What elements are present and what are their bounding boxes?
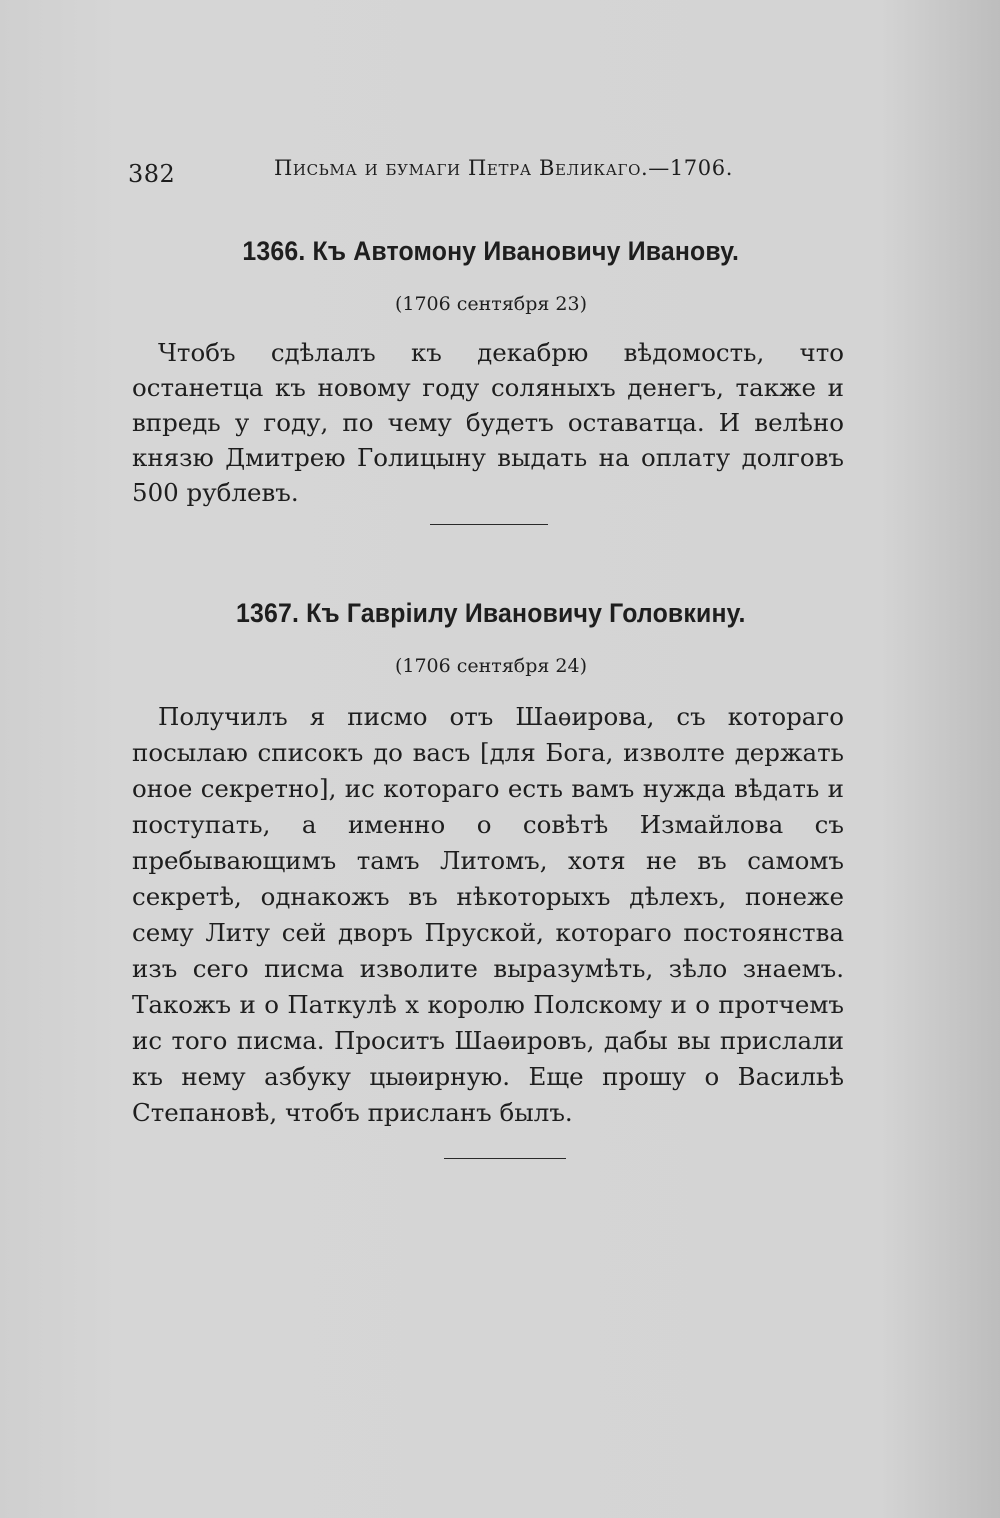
letter-text: Получилъ я писмо отъ Шаѳирова, съ котораго посылаю списокъ до васъ [для Бога, изволте держать оное секретно], ис котораго есть вамъ нужда вѣдать и поступать, а именно о совѣтѣ Измайлова съ пребывающимъ тамъ Литомъ, хотя не въ самомъ секретѣ, однакожъ въ нѣкоторыхъ дѣлехъ, понеже сему Литу сей дворъ Пруской, котораго постоянства изъ сего писма изволите выразумѣть, зѣло знаемъ. Такожъ и о Паткулѣ х королю Полскому и о протчемъ ис того писма. Проситъ Шаѳировъ, дабы вы прислали къ нему азбуку цыѳирную. Еще прошу о Васильѣ Степановѣ, чтобъ присланъ былъ. [132, 702, 844, 1127]
letter-1366 [132, 236, 844, 535]
letter-date: (1706 сентября 24) [394, 655, 588, 677]
running-title: Письма и бумаги Петра Великаго.—1706. [274, 156, 733, 180]
running-head [128, 152, 733, 192]
letter-date: (1706 сентября 23) [394, 293, 588, 315]
letter-text: Чтобъ сдѣлалъ къ декабрю вѣдомость, что останетца къ новому году соляныхъ денегъ, также и впредь у году, по чему будетъ оставатца. И велѣно князю Дмитрею Голицыну выдать на оплату долговъ 500 рублевъ. [132, 338, 844, 507]
section-divider [430, 524, 548, 525]
letter-heading: 1367. Къ Гавріилу Ивановичу Головкину. [235, 598, 746, 628]
letter-1367 [132, 598, 844, 1156]
page-number: 382 [128, 160, 176, 188]
section-divider [444, 1158, 566, 1159]
letter-heading: 1366. Къ Автомону Ивановичу Иванову. [242, 236, 740, 266]
